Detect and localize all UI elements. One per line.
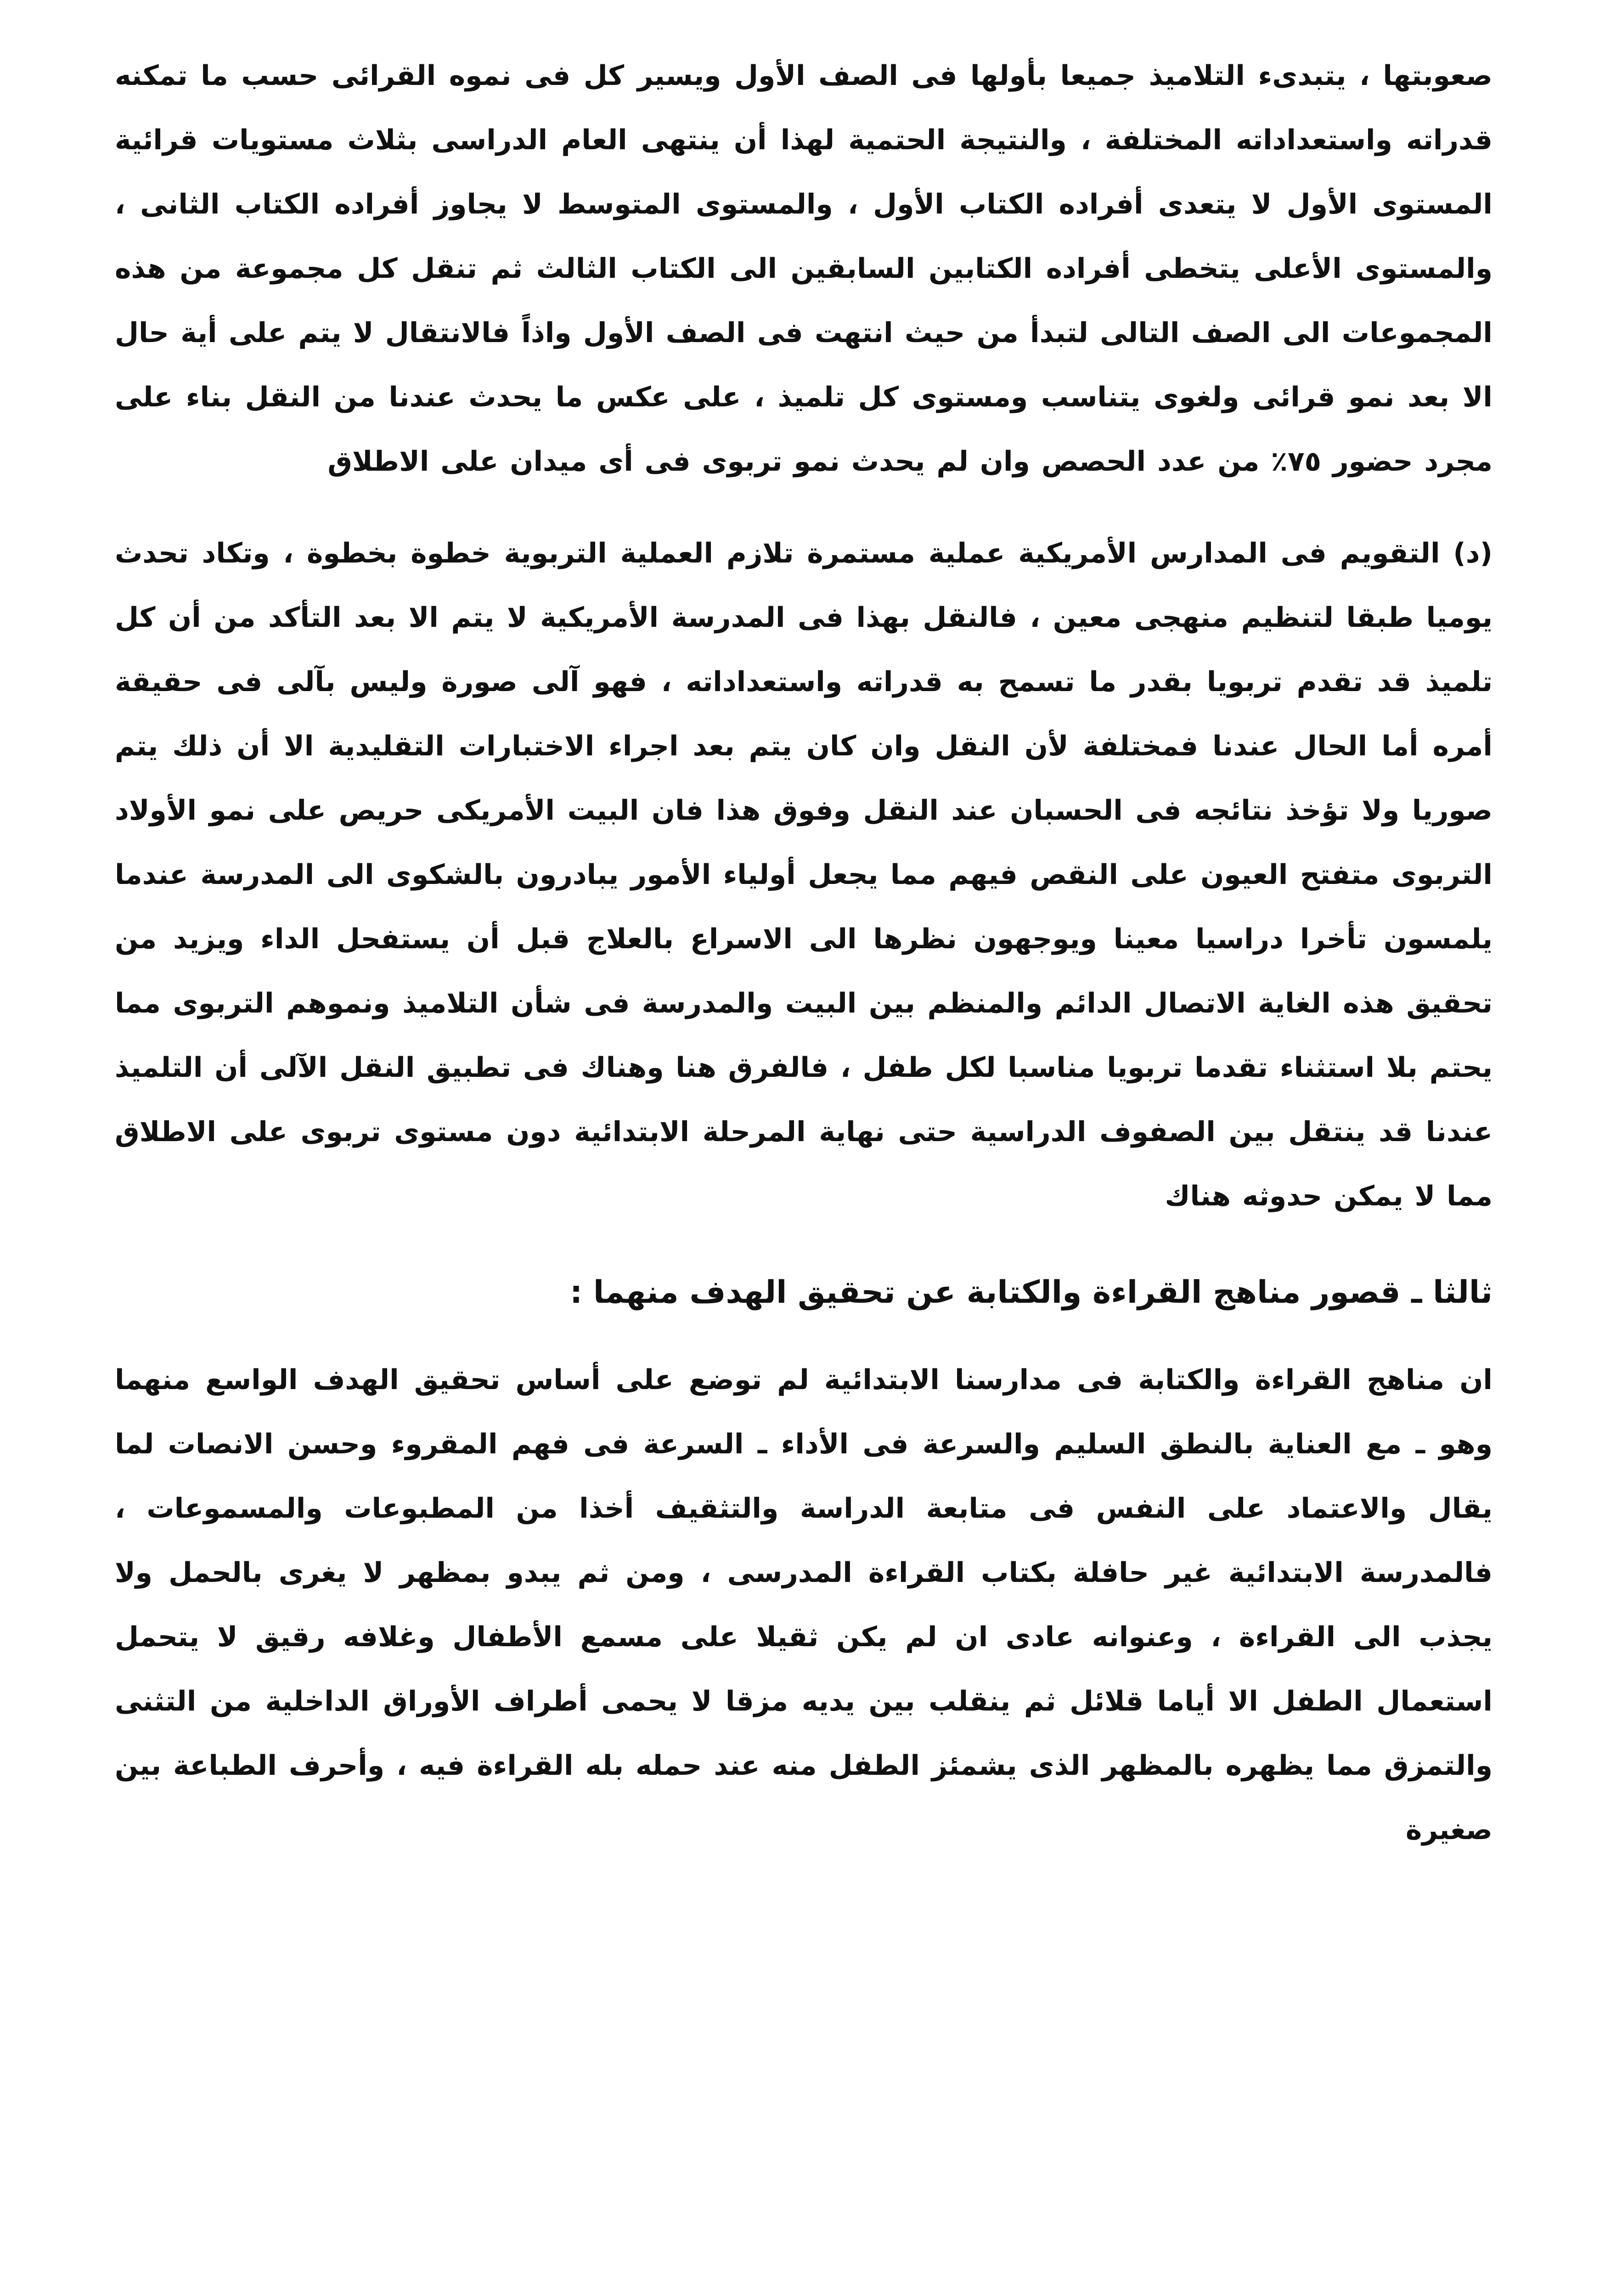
paragraph-2-body: فى المدارس الأمريكية عملية مستمرة تلازم العملية التربوية خطوة بخطوة ، وتكاد تحدث يوميا طبقا لتنظيم منهجى معين ، فالنقل بهذا فى المدرسة الأمريكية لا يتم الا بعد التأكد من أن كل تلميذ قد تقدم تربويا بقدر ما تسمح به قدراته واستعداداته ، فهو آلى صورة وليس بآلى فى حقيقة أمره أما الحال عندنا فمختلفة لأن النقل وان كان يتم بعد اجراء الاختبارات التقليدية الا أن ذلك يتم صوريا ولا تؤخذ نتائجه فى الحسبان عند النقل وفوق هذا فان البيت الأمريكى حريص على نمو الأولاد التربوى متفتح العيون على النقص فيهم مما يجعل أولياء الأمور يبادرون بالشكوى الى المدرسة عندما يلمسون تأخرا دراسيا معينا ويوجهون نظرها الى الاسراع بالعلاج قبل أن يستفحل الداء ويزيد من تحقيق هذه الغاية الاتصال الدائم والمنظم بين البيت والمدرسة فى شأن التلاميذ ونموهم التربوى مما يحتم بلا استثناء تقدما تربويا مناسبا لكل طفل ، فالفرق هنا وهناك فى تطبيق النقل الآلى أن التلميذ عندنا قد ينتقل بين الصفوف الدراسية حتى نهاية المرحلة الابتدائية دون مستوى تربوى على الاطلاق مما لا يمكن حدوثه هناك (115, 537, 1492, 1212)
paragraph-2 (115, 521, 1492, 1228)
paragraph-1: صعوبتها ، يتبدىء التلاميذ جميعا بأولها فى الصف الأول ويسير كل فى نموه القرائى حسب ما تمكنه قدراته واستعداداته المختلفة ، والنتيجة الحتمية لهذا أن ينتهى العام الدراسى بثلاث مستويات قرائية المستوى الأول لا يتعدى أفراده الكتاب الأول ، والمستوى المتوسط لا يجاوز أفراده الكتاب الثانى ، والمستوى الأعلى يتخطى أفراده الكتابين السابقين الى الكتاب الثالث ثم تنقل كل مجموعة من هذه المجموعات الى الصف التالى لتبدأ من حيث انتهت فى الصف الأول واذاً فالانتقال لا يتم على أية حال الا بعد نمو قرائى ولغوى يتناسب ومستوى كل تلميذ ، على عكس ما يحدث عندنا من النقل بناء على مجرد حضور ٧٥٪ من عدد الحصص وان لم يحدث نمو تربوى فى أى ميدان على الاطلاق (115, 60, 1492, 478)
paragraph-2-label: (د) التقويم (1340, 537, 1492, 569)
section-heading: ثالثا ـ قصور مناهج القراءة والكتابة عن تحقيق الهدف منهما : (570, 1274, 1492, 1311)
document-page (115, 44, 1492, 2296)
paragraph-3: ان مناهج القراءة والكتابة فى مدارسنا الابتدائية لم توضع على أساس تحقيق الهدف الواسع منهما وهو ـ مع العناية بالنطق السليم والسرعة فى الأداء ـ السرعة فى فهم المقروء وحسن الانصات لما يقال والاعتماد على النفس فى متابعة الدراسة والتثقيف أخذا من المطبوعات والمسموعات ، فالمدرسة الابتدائية غير حافلة بكتاب القراءة المدرسى ، ومن ثم يبدو بمظهر لا يغرى بالحمل ولا يجذب الى القراءة ، وعنوانه عادى ان لم يكن ثقيلا على مسمع الأطفال وغلافه رقيق لا يتحمل استعمال الطفل الا أياما قلائل ثم ينقلب بين يديه مزقا لا يحمى أطراف الأوراق الداخلية من التثنى والتمزق مما يظهره بالمظهر الذى يشمئز الطفل منه عند حمله بله القراءة فيه ، وأحرف الطباعة بين صغيرة (115, 1364, 1492, 1846)
